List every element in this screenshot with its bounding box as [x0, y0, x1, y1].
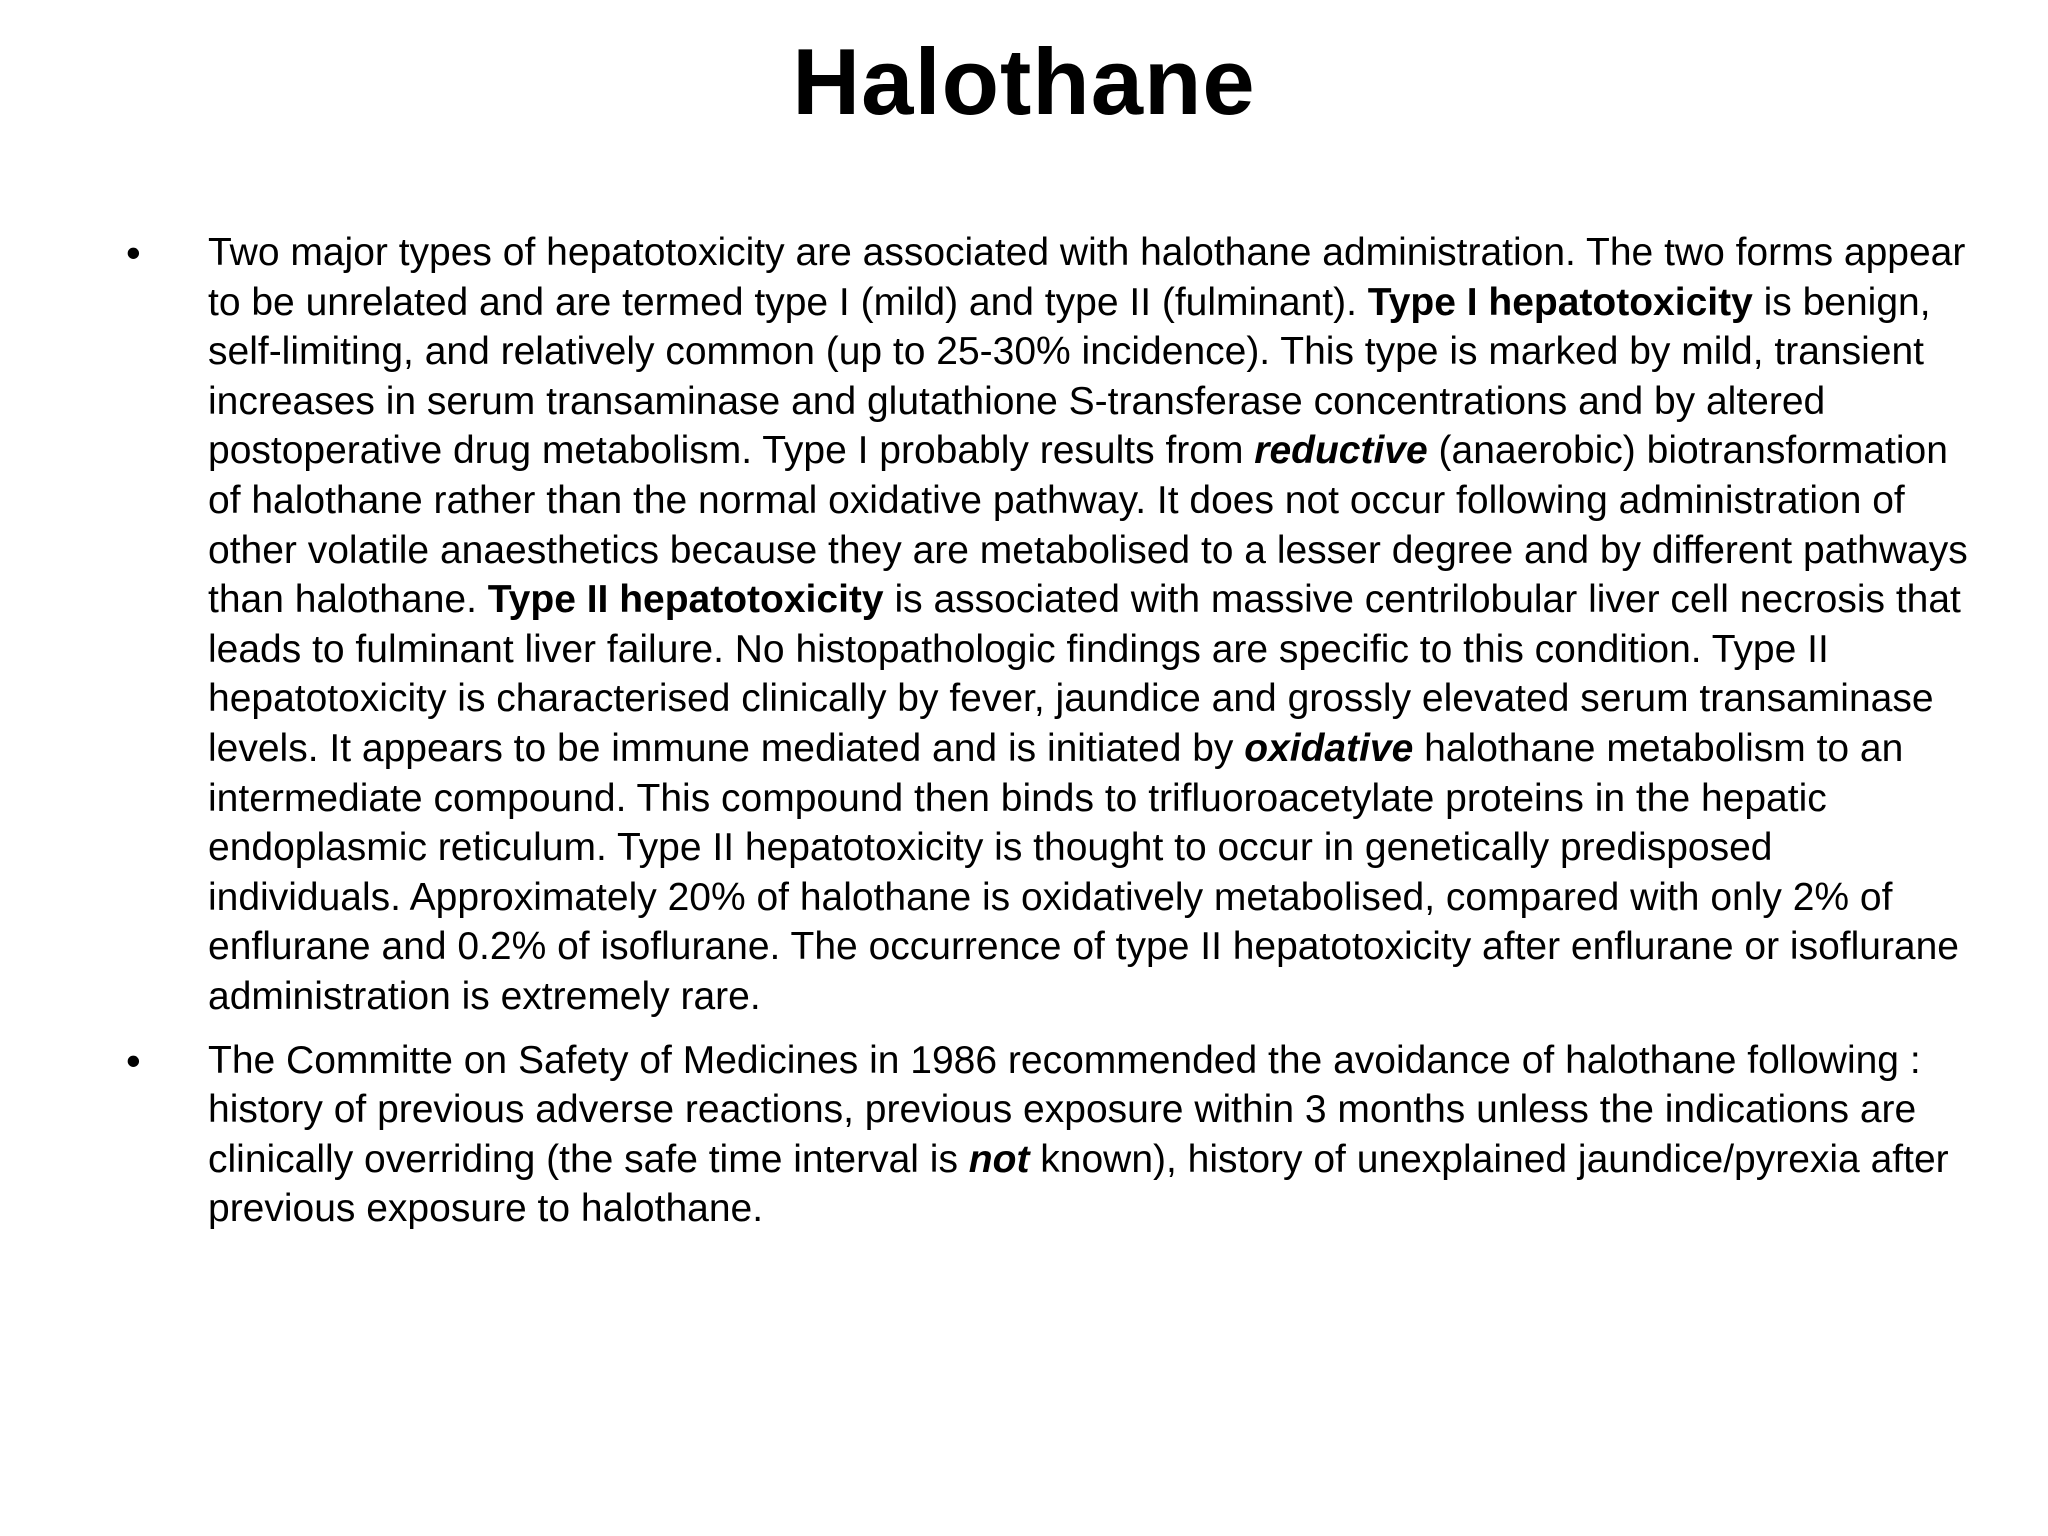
bullet-list	[0, 228, 2048, 1248]
bullet-text-1	[208, 228, 1968, 1022]
text-segment: Two major types of hepatotoxicity are associated with halothane administration. The two forms appear to be unrelated and are termed type I (mild) and type II (fulminant).	[208, 231, 1966, 324]
bold-term-type-i: Type I hepatotoxicity	[1367, 280, 1753, 324]
bullet-item-1	[0, 228, 2048, 1022]
emphasis-reductive: reductive	[1254, 429, 1428, 473]
text-segment: is associated with massive centrilobular liver cell necrosis that leads to fulminant liver failure. No histopathologic findings are specific to this condition. Type II hepatotoxicity is characterised clinically by fever, jaundice and grossly elevated serum transaminase levels. It appears to be immune mediated and is initiated by	[208, 578, 1961, 770]
text-segment: halothane metabolism to an intermediate compound. This compound then binds to trifluoroacetylate proteins in the hepatic endoplasmic reticulum. Type II hepatotoxicity is thought to occur in genetically predisposed individuals. Approximately 20% of halothane is oxidatively metabolised, compared with only 2% of enflurane and 0.2% of isoflurane. The occurrence of type II hepatotoxicity after enflurane or isoflurane administration is extremely rare.	[208, 726, 1960, 1018]
text-segment: is benign, self-limiting, and relatively common (up to 25-30% incidence). This type is marked by mild, transient increases in serum transaminase and glutathione S-transferase concentrations and by altered postoperative drug metabolism. Type I probably results from	[208, 280, 1931, 473]
bold-term-type-ii: Type II hepatotoxicity	[487, 578, 884, 622]
bullet-item-2	[0, 1036, 2048, 1234]
text-segment: The Committe on Safety of Medicines in 1986 recommended the avoidance of halothane following : history of previous adverse reactions, previous exposure within 3 months unless the indications are clinically overriding (the safe time interval is	[208, 1038, 1921, 1181]
text-segment: (anaerobic) biotransformation of halothane rather than the normal oxidative pathway. It does not occur following administration of other volatile anaesthetics because they are metabolised to a lesser degree and by different pathways than halothane.	[208, 429, 1968, 622]
bullet-marker: •	[126, 1036, 141, 1084]
bullet-marker: •	[126, 229, 141, 276]
emphasis-oxidative: oxidative	[1244, 726, 1414, 770]
slide-title: Halothane	[792, 29, 1256, 134]
emphasis-not: not	[968, 1137, 1030, 1181]
text-segment: known), history of unexplained jaundice/pyrexia after previous exposure to halothane.	[208, 1137, 1949, 1231]
bullet-text-2	[208, 1036, 1968, 1234]
